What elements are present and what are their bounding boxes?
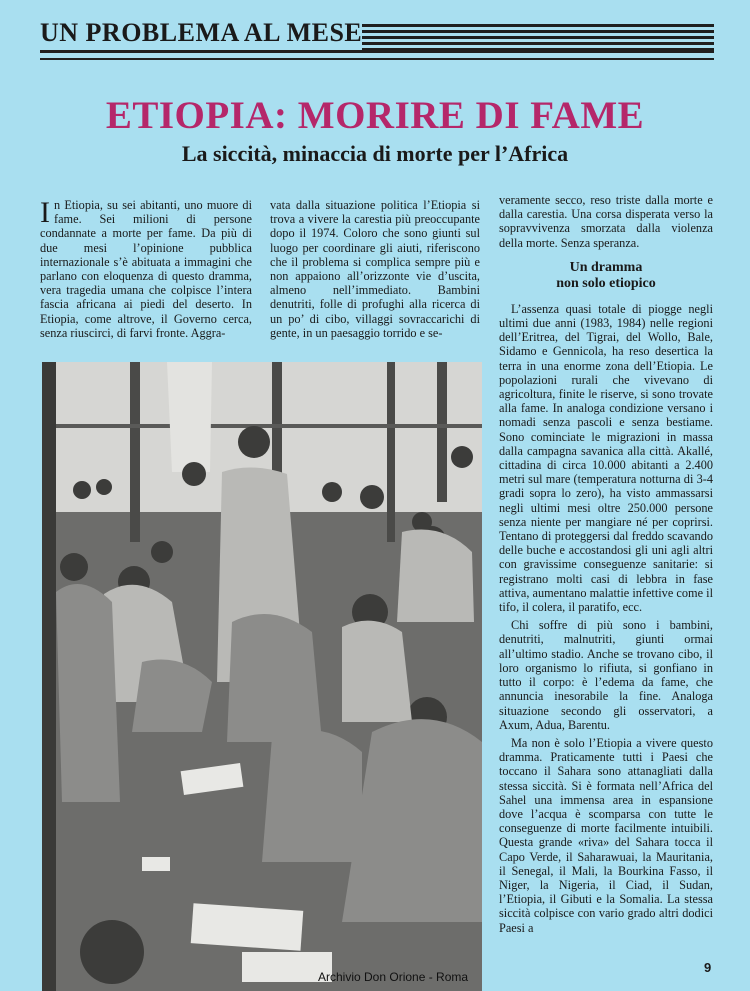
page-number: 9 xyxy=(704,960,712,975)
paragraph: veramente secco, reso triste dalla morte e dalla carestia. Una corsa disperata verso la sopravvivenza smorzata dalla violenza della morte. Senza speranza. xyxy=(499,193,713,250)
article-title: ETIOPIA: MORIRE DI FAME xyxy=(105,94,645,137)
series-title: UN PROBLEMA AL MESE xyxy=(40,18,363,47)
archive-credit: Archivio Don Orione - Roma xyxy=(318,970,469,984)
paragraph: vata dalla situazione politica l’Etiopia si trova a vivere la carestia più preoccupante dopo il 1974. Coloro che sono giunti sul luogo per coordinare gli aiuti, riferiscono che il problema si complica sempre più e non appaiono all’orizzonte vie d’uscita, almeno nell’immediato. Bambini denutriti, folle di profughi alla ricerca di un po’ di cibo, villaggi sovraccarichi di gente, in un paesaggio torrido e se- xyxy=(270,198,480,340)
dropcap: I xyxy=(40,196,50,229)
refugee-camp-photo xyxy=(42,362,482,991)
lead-text: n Etiopia, su sei abitanti, uno muore di fame. Sei milioni di persone condannate a morte per fame. Da più di due mesi l’opinione pubblica internazionale s’è abituata a immagini che parlano con eloquenza di questo dramma, vera tragedia umana che colpisce l’intera fascia africana ai piedi del deserto. In Etiopia, come altrove, il Governo cerca, senza riuscirci, di farvi fronte. Aggra- xyxy=(40,198,252,340)
paragraph: Ma non è solo l’Etiopia a vivere questo dramma. Praticamente tutti i Paesi che toccano il Sahara sono attanagliati dalla stessa siccità. Si è formata nell’Africa del Sahel una immensa area in espansione dove l’acqua è scomparsa con tutte le conseguenze di morte facilmente intuibili. Questa grande «riva» del Sahara tocca il Capo Verde, il Saharawuai, la Mauritania, il Senegal, il Mali, la Bourkina Fasso, il Niger, la Nigeria, il Ciad, il Sudan, l’Etiopia, il Gibuti e la Somalia. La stessa siccità colpisce con vario grado altri dodici Paesi a xyxy=(499,735,713,935)
article-column-2 xyxy=(270,198,480,344)
section-heading-line-1: Un dramma xyxy=(569,259,643,275)
lead-paragraph xyxy=(40,198,252,340)
photo-illustration xyxy=(42,362,482,991)
article-column-1 xyxy=(40,198,252,344)
paragraph: Chi soffre di più sono i bambini, denutriti, malnutriti, giunti ormai all’ultimo stadio. Anche se trovano cibo, il loro organismo lo rifiuta, si gonfiano in tutto il corpo: è l’edema da fame, che annuncia inesorabile la fine. Analoga situazione secondo gli osservatori, a Axum, Adua, Barentu. xyxy=(499,618,713,732)
article-subtitle: La siccità, minaccia di morte per l’Africa xyxy=(181,141,569,166)
header-divider-2 xyxy=(40,58,714,60)
header-divider xyxy=(40,50,714,53)
section-heading xyxy=(499,260,713,292)
article-column-3 xyxy=(499,193,713,939)
section-heading-line-2: non solo etiopico xyxy=(556,275,656,291)
paragraph: L’assenza quasi totale di piogge negli ultimi due anni (1983, 1984) nelle regioni dell’Eritrea, del Tigrai, del Wollo, Bale, Sidamo e Gennicola, ha reso desertica la terra in una enorme zona dell’Etiopia. Le popolazioni rurali che vivevano di agricoltura, finite le riserve, si sono trovate alla fame. In analoga condizione versano i nomadi senza pascoli e senza bestiame. Sono cominciate le migrazioni in massa dalla campagna savanica alla città. Akallé, cittadina di circa 10.000 abitanti a 2.400 metri sul mare (temperatura notturna di 3-4 gradi sopra lo zero), ha visto ammassarsi negli ultimi mesi oltre 250.000 persone senza niente per mangiare né per coprirsi. Tentano di proteggersi dal freddo scavando delle buche e accostandosi gli uni agli altri con gravissime conseguenze sanitarie: si registrano molti casi di lebbra in fase attiva, aumentano malattie infettive come il tifo, il colera, il paratifo, ecc. xyxy=(499,301,713,615)
